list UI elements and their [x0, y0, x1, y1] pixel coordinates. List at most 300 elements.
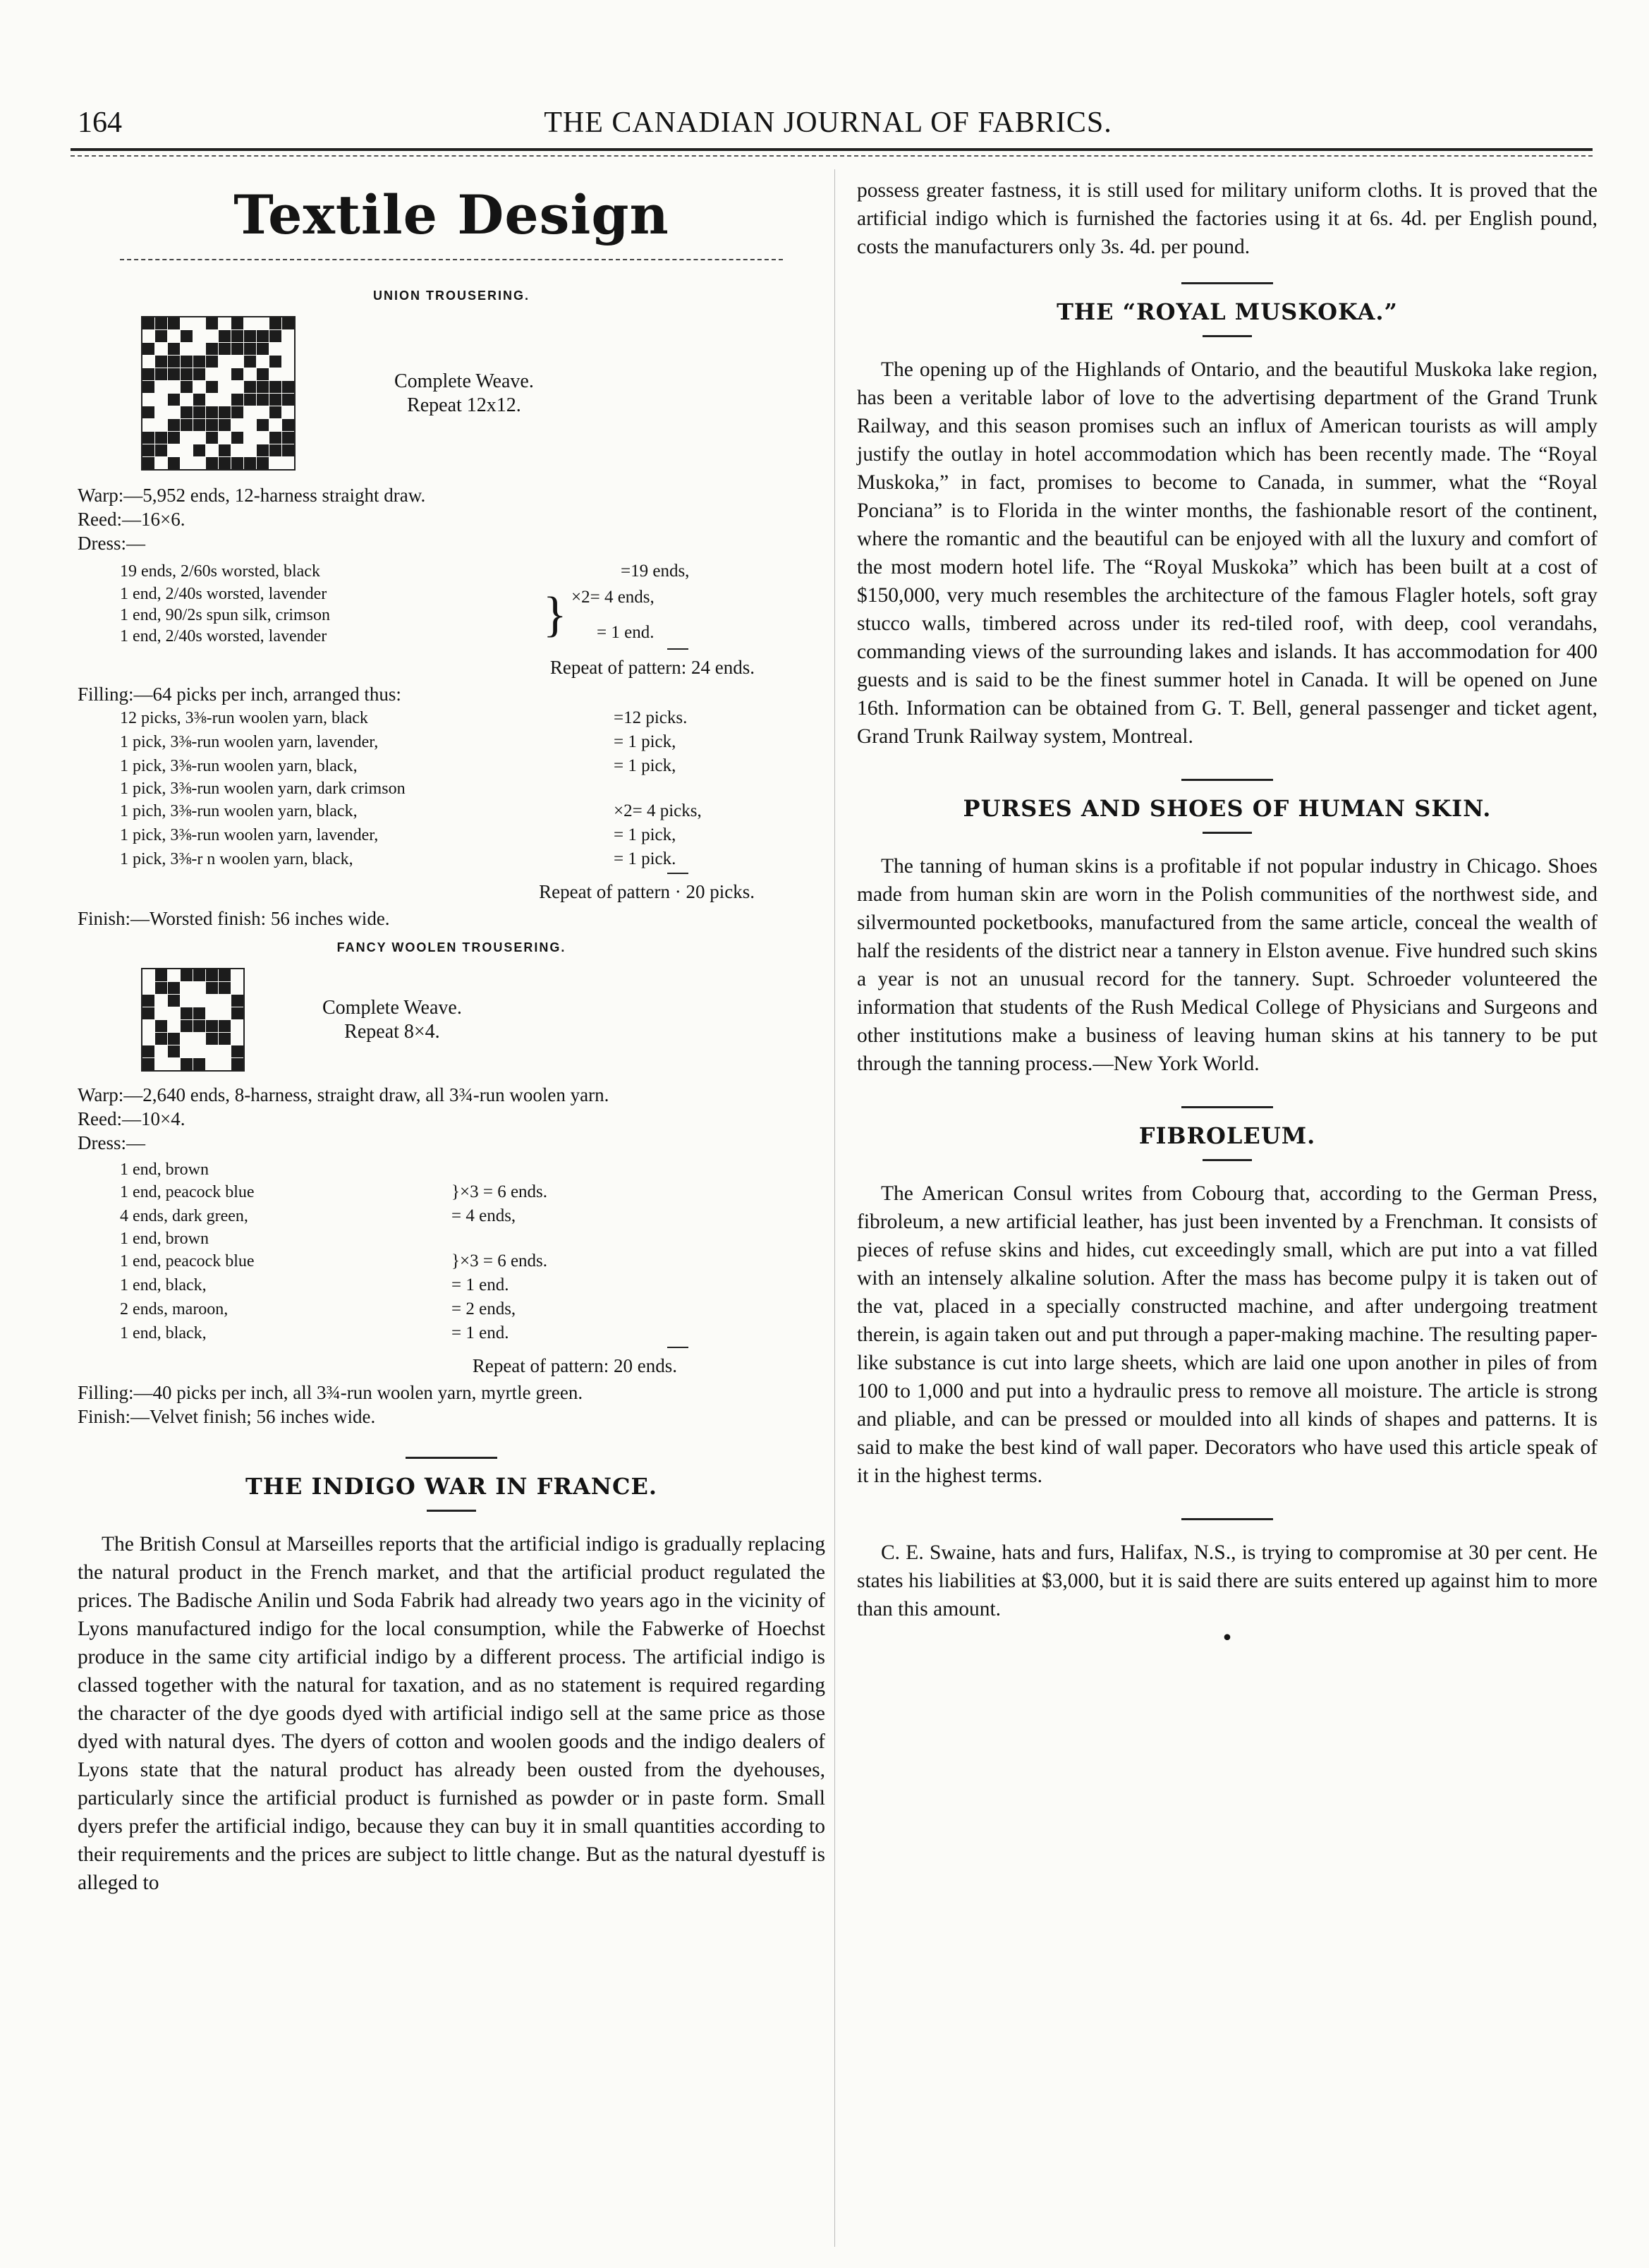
fancy-dress-line [78, 1249, 825, 1273]
weave-cell [269, 394, 281, 406]
weave-cell [231, 1045, 243, 1057]
weave-cell [181, 1007, 193, 1019]
weave-cell [231, 1020, 243, 1032]
fancy-dress-line [78, 1180, 825, 1204]
weave-cell [142, 432, 154, 444]
weave-cell [219, 330, 231, 342]
fancy-repeat: Repeat of pattern: 20 ends. [472, 1355, 677, 1376]
weave-cell [155, 381, 167, 393]
weave-cell [219, 1020, 231, 1032]
union-dress-1: 19 ends, 2/60s worsted, black [120, 562, 320, 581]
weave-cell [193, 457, 205, 469]
weave-cell [257, 419, 269, 431]
fancy-spec [78, 1083, 825, 1429]
weave-cell [193, 432, 205, 444]
weave-cell [155, 394, 167, 406]
weave-cell [142, 381, 154, 393]
weave-cell [219, 394, 231, 406]
weave-cell [181, 381, 193, 393]
fancy-dress-line-result: = 4 ends, [451, 1206, 516, 1225]
weave-cell [193, 969, 205, 981]
fancy-dress-line-text: 1 end, brown [120, 1230, 209, 1248]
weave-cell [168, 381, 180, 393]
weave-cell [168, 394, 180, 406]
weave-cell [257, 317, 269, 329]
weave-cell [269, 457, 281, 469]
weave-cell [193, 381, 205, 393]
union-filling-line-text: 1 pick, 3⅜-run woolen yarn, lavender, [120, 733, 379, 751]
weave-cell [231, 432, 243, 444]
weave-cell [155, 356, 167, 368]
weave-cell [142, 995, 154, 1007]
weave-cell [244, 444, 256, 456]
weave-cell [181, 1033, 193, 1045]
weave-cell [206, 381, 218, 393]
fancy-weave-diagram [141, 968, 245, 1072]
weave-cell [168, 1033, 180, 1045]
weave-cell [206, 317, 218, 329]
weave-cell [219, 995, 231, 1007]
weave-cell [155, 1045, 167, 1057]
weave-cell [244, 381, 256, 393]
fancy-reed: Reed:—10×4. [78, 1108, 185, 1129]
weave-cell [168, 343, 180, 355]
indigo-bottom-rule [427, 1510, 476, 1512]
weave-cell [282, 406, 294, 418]
weave-cell [181, 1058, 193, 1070]
indigo-top-rule [406, 1457, 497, 1459]
weave-cell [181, 394, 193, 406]
weave-cell [206, 1007, 218, 1019]
union-dress-repeat: Repeat of pattern: 24 ends. [549, 657, 755, 678]
fancy-caption-line2: Repeat 8×4. [344, 1020, 440, 1043]
weave-cell [142, 969, 154, 981]
weave-cell [168, 368, 180, 380]
weave-cell [155, 995, 167, 1007]
union-filling-line [78, 730, 825, 754]
union-dress-group-line: 1 end, 90/2s spun silk, crimson [120, 606, 330, 624]
weave-cell [193, 1007, 205, 1019]
weave-cell [181, 457, 193, 469]
weave-cell [206, 1033, 218, 1045]
purses-bottom-rule [1203, 832, 1252, 834]
weave-cell [206, 457, 218, 469]
weave-cell [244, 368, 256, 380]
union-filling-line-result: = 1 pick, [614, 825, 676, 844]
fancy-dress-line [78, 1159, 825, 1180]
union-filling-line-text: 1 pick, 3⅜-r n woolen yarn, black, [120, 850, 353, 868]
weave-cell [257, 457, 269, 469]
union-filling-lines [78, 706, 825, 871]
weave-cell [193, 995, 205, 1007]
union-filling-line-text: 1 pick, 3⅜-run woolen yarn, lavender, [120, 826, 379, 844]
weave-cell [257, 406, 269, 418]
header-rule-dashed [71, 155, 1593, 157]
union-spec [78, 483, 825, 930]
fancy-dress-line-result: }×3 = 6 ends. [451, 1182, 548, 1201]
weave-cell [181, 406, 193, 418]
fancy-dress-line-text: 1 end, brown [120, 1160, 209, 1179]
weave-cell [142, 457, 154, 469]
union-filling-line-result: = 1 pick, [614, 732, 676, 751]
weave-cell [206, 432, 218, 444]
column-divider [834, 169, 835, 2247]
purses-body: The tanning of human skins is a profitable if not popular industry in Chicago. Shoes made from human skin are worn in the Polish communities of the northwest side, and silvermounted pocketbooks, manufactured from the same article, conceal the wealth of half the residents of the district near a tannery in Elston avenue. Five hundred such skins a year is not an unusual record for the tannery. Supt. Schroeder volunteered the information that students of the Rush Medical College of Physicians and Surgeons and other institutions make a business of leaving human skins at his tannery to be put through the tanning process.—New York World. [857, 855, 1598, 1075]
weave-cell [193, 982, 205, 994]
weave-cell [269, 419, 281, 431]
union-weave-row [141, 316, 825, 471]
fancy-weave-row [141, 968, 825, 1072]
weave-cell [168, 1058, 180, 1070]
purses-title: PURSES AND SHOES OF HUMAN SKIN. [963, 795, 1492, 822]
weave-cell [282, 317, 294, 329]
weave-cell [181, 368, 193, 380]
weave-cell [219, 381, 231, 393]
weave-cell [231, 343, 243, 355]
weave-cell [282, 343, 294, 355]
weave-cell [142, 1020, 154, 1032]
fancy-caption-line1: Complete Weave. [322, 996, 462, 1019]
fancy-dress-line-result: }×3 = 6 ends. [451, 1251, 548, 1271]
weave-cell [257, 394, 269, 406]
union-filling-line [78, 847, 825, 871]
fancy-trousering-label: FANCY WOOLEN TROUSERING. [336, 940, 566, 954]
weave-cell [155, 368, 167, 380]
weave-cell [257, 343, 269, 355]
union-filling-line-result: ×2= 4 picks, [614, 801, 702, 820]
union-filling-line [78, 799, 825, 823]
union-filling-repeat: Repeat of pattern · 20 picks. [539, 881, 755, 902]
weave-cell [244, 457, 256, 469]
fancy-dress-line-text: 1 end, peacock blue [120, 1252, 255, 1271]
weave-cell [168, 406, 180, 418]
weave-cell [231, 1033, 243, 1045]
weave-cell [155, 1058, 167, 1070]
weave-cell [206, 969, 218, 981]
weave-cell [193, 317, 205, 329]
weave-cell [219, 969, 231, 981]
weave-cell [142, 394, 154, 406]
weave-cell [181, 419, 193, 431]
weave-cell [282, 444, 294, 456]
weave-cell [244, 419, 256, 431]
page-number: 164 [78, 107, 122, 139]
weave-cell [168, 457, 180, 469]
weave-cell [155, 317, 167, 329]
weave-cell [282, 330, 294, 342]
muskoka-title: THE “ROYAL MUSKOKA.” [1057, 298, 1398, 325]
journal-title: THE CANADIAN JOURNAL OF FABRICS. [544, 107, 1112, 139]
weave-cell [168, 1020, 180, 1032]
weave-cell [181, 330, 193, 342]
weave-cell [282, 432, 294, 444]
weave-cell [155, 969, 167, 981]
weave-cell [181, 317, 193, 329]
weave-cell [269, 317, 281, 329]
weave-cell [231, 457, 243, 469]
weave-cell [155, 444, 167, 456]
weave-cell [231, 969, 243, 981]
union-caption-line1: Complete Weave. [394, 370, 534, 392]
weave-cell [244, 394, 256, 406]
union-caption-line2: Repeat 12x12. [407, 394, 521, 416]
weave-cell [257, 368, 269, 380]
muskoka-top-rule [1181, 282, 1273, 284]
fancy-dress-line-result: = 1 end. [451, 1323, 509, 1342]
weave-cell [142, 343, 154, 355]
union-filling-line-text: 1 pick, 3⅜-run woolen yarn, dark crimson [120, 780, 406, 798]
fibroleum-body: The American Consul writes from Cobourg that, according to the German Press, fibroleum, a new artificial leather, has just been invented by a Frenchman. It consists of pieces of refuse skins and hides, cut exceedingly small, which are put into a vat filled with an intensely alkaline solution. After the mass has become pulpy it is taken out of the vat, placed in a specially constructed machine, and after undergoing treatment therein, is again taken out and put through a paper-making machine. The resulting paper-like substance is cut into large sheets, which are laid one upon another in piles of from 100 to 1,000 and put into a hydraulic press to remove all moisture. The article is strong and pliable, and can be pressed or moulded into all kinds of shapes and patterns. It is said to make the best kind of wall paper. Decorators who have used this article speak of it in the highest terms. [857, 1182, 1598, 1487]
weave-cell [193, 356, 205, 368]
union-dress-group-line: 1 end, 2/40s worsted, lavender [120, 627, 327, 645]
weave-cell [219, 1033, 231, 1045]
indigo-body: The British Consul at Marseilles reports that the artificial indigo is gradually replacing the natural product in the French market, and that the artificial product regulated the prices. The Badische Anilin und Soda Fabrik had already two years ago in the vicinity of Lyons manufactured indigo for the local consumption, while the Fabwerke of Hoechst produce in the same city artificial indigo by a different process. The artificial indigo is classed together with the natural for taxation, and as no statement is required regarding the character of the dye goods dyed with artificial indigo sell at the same price as those dyed with natural dyes. The dyers of cotton and woolen goods and the indigo dealers of Lyons state that the natural product has already been ousted from the dyehouses, particularly since the artificial product is furnished as powder or in paste form. Small dyers prefer the artificial indigo, because they can buy it in small quantities according to their requirements and the prices are subject to little change. But as the natural dyestuff is alleged to [78, 1533, 825, 1894]
weave-cell [219, 356, 231, 368]
fancy-dress-lines [78, 1159, 825, 1345]
weave-cell [231, 368, 243, 380]
weave-cell [219, 406, 231, 418]
fancy-dress-label: Dress:— [78, 1132, 145, 1153]
weave-cell [231, 330, 243, 342]
weave-cell [219, 982, 231, 994]
weave-cell [168, 1007, 180, 1019]
weave-cell [219, 1007, 231, 1019]
weave-cell [206, 1045, 218, 1057]
end-dot: • [1221, 1626, 1234, 1651]
weave-cell [193, 394, 205, 406]
weave-cell [142, 356, 154, 368]
fancy-dress-line [78, 1273, 825, 1297]
union-reed: Reed:—16×6. [78, 509, 185, 530]
weave-cell [282, 419, 294, 431]
fancy-dress-line [78, 1321, 825, 1345]
weave-cell [231, 1058, 243, 1070]
weave-cell [219, 457, 231, 469]
weave-cell [282, 457, 294, 469]
weave-cell [155, 1007, 167, 1019]
union-dress-brace: } [543, 588, 567, 642]
weave-cell [282, 356, 294, 368]
fancy-dress-total-rule [667, 1347, 688, 1348]
weave-cell [244, 356, 256, 368]
weave-cell [219, 419, 231, 431]
fancy-finish: Finish:—Velvet finish; 56 inches wide. [78, 1406, 376, 1427]
union-filling: Filling:—64 picks per inch, arranged thus: [78, 684, 401, 705]
weave-cell [231, 1007, 243, 1019]
union-filling-line-text: 12 picks, 3⅜-run woolen yarn, black [120, 709, 368, 727]
weave-cell [142, 330, 154, 342]
weave-cell [168, 419, 180, 431]
weave-cell [155, 330, 167, 342]
weave-cell [231, 356, 243, 368]
weave-cell [142, 1033, 154, 1045]
union-filling-line [78, 778, 825, 799]
weave-cell [219, 317, 231, 329]
weave-cell [244, 330, 256, 342]
weave-cell [269, 343, 281, 355]
weave-cell [269, 432, 281, 444]
weave-cell [155, 432, 167, 444]
union-weave-diagram [141, 316, 296, 471]
weave-cell [142, 368, 154, 380]
weave-cell [206, 330, 218, 342]
weave-cell [257, 381, 269, 393]
union-filling-line [78, 706, 825, 730]
weave-cell [142, 982, 154, 994]
weave-cell [231, 995, 243, 1007]
weave-cell [168, 995, 180, 1007]
swaine-top-rule [1181, 1518, 1273, 1520]
fancy-warp: Warp:—2,640 ends, 8-harness, straight draw, all 3¾-run woolen yarn. [78, 1084, 609, 1105]
purses-top-rule [1181, 779, 1273, 781]
left-column [78, 176, 825, 1897]
fancy-dress-line-text: 2 ends, maroon, [120, 1300, 229, 1318]
weave-cell [168, 432, 180, 444]
weave-cell [269, 368, 281, 380]
fibroleum-title: FIBROLEUM. [1138, 1122, 1316, 1149]
weave-cell [142, 419, 154, 431]
weave-cell [244, 343, 256, 355]
union-filling-line-result: =12 picks. [614, 708, 688, 727]
weave-cell [206, 444, 218, 456]
indigo-continuation: possess greater fastness, it is still used for military uniform cloths. It is proved that the artificial indigo which is furnished the factories using it at 6s. 4d. per English pound, costs the manufacturers only 3s. 4d. per pound. [857, 179, 1598, 258]
weave-cell [193, 1058, 205, 1070]
fancy-dress-line-result: = 2 ends, [451, 1299, 516, 1318]
weave-cell [231, 419, 243, 431]
weave-cell [168, 1045, 180, 1057]
weave-cell [155, 457, 167, 469]
weave-cell [193, 330, 205, 342]
weave-cell [168, 444, 180, 456]
fibroleum-top-rule [1181, 1106, 1273, 1108]
union-trousering-label: UNION TROUSERING. [372, 289, 530, 303]
union-dress-total-rule [667, 648, 688, 650]
weave-cell [181, 1020, 193, 1032]
weave-cell [244, 406, 256, 418]
weave-cell [181, 1045, 193, 1057]
weave-cell [168, 982, 180, 994]
weave-cell [231, 317, 243, 329]
union-dress-group [78, 583, 825, 647]
textile-design-logo: Textile Design [233, 183, 669, 246]
fancy-dress-line-result: = 1 end. [451, 1275, 509, 1294]
union-dress-group-lines [120, 583, 515, 647]
weave-cell [269, 406, 281, 418]
weave-cell [193, 444, 205, 456]
union-dress-row-1 [78, 559, 825, 583]
union-filling-line-result: = 1 pick. [614, 849, 676, 868]
weave-cell [269, 356, 281, 368]
weave-cell [181, 982, 193, 994]
weave-cell [142, 1007, 154, 1019]
weave-cell [193, 419, 205, 431]
union-filling-line [78, 754, 825, 778]
weave-cell [206, 995, 218, 1007]
weave-cell [244, 432, 256, 444]
fancy-dress-line-text: 4 ends, dark green, [120, 1207, 248, 1225]
weave-cell [244, 317, 256, 329]
weave-cell [257, 330, 269, 342]
union-dress-group-result: ×2= 4 ends, [571, 588, 655, 607]
weave-cell [219, 432, 231, 444]
union-filling-total-rule [667, 873, 688, 874]
weave-cell [269, 381, 281, 393]
logo-rule [120, 259, 783, 260]
weave-cell [155, 419, 167, 431]
union-dress-label: Dress:— [78, 533, 145, 554]
weave-cell [269, 330, 281, 342]
fancy-dress-line [78, 1297, 825, 1321]
weave-cell [168, 356, 180, 368]
weave-cell [193, 1020, 205, 1032]
fancy-dress-line-text: 1 end, black, [120, 1276, 207, 1294]
union-warp: Warp:—5,952 ends, 12-harness straight draw. [78, 485, 426, 506]
fancy-dress-line [78, 1228, 825, 1249]
weave-cell [155, 1033, 167, 1045]
weave-cell [155, 1020, 167, 1032]
weave-cell [168, 330, 180, 342]
weave-cell [206, 394, 218, 406]
weave-cell [155, 982, 167, 994]
weave-cell [181, 343, 193, 355]
fibroleum-bottom-rule [1203, 1159, 1252, 1161]
weave-cell [193, 406, 205, 418]
weave-cell [168, 969, 180, 981]
union-dress-group-results [571, 586, 655, 645]
weave-cell [219, 368, 231, 380]
weave-cell [181, 356, 193, 368]
weave-cell [193, 1045, 205, 1057]
weave-cell [219, 343, 231, 355]
weave-cell [206, 343, 218, 355]
weave-cell [142, 317, 154, 329]
weave-cell [206, 356, 218, 368]
union-dress-group-line: 1 end, 2/40s worsted, lavender [120, 585, 327, 603]
fancy-weave-caption [322, 996, 462, 1044]
fancy-filling: Filling:—40 picks per inch, all 3¾-run woolen yarn, myrtle green. [78, 1382, 583, 1403]
weave-cell [206, 406, 218, 418]
weave-cell [206, 368, 218, 380]
weave-cell [206, 419, 218, 431]
weave-cell [282, 368, 294, 380]
weave-cell [231, 982, 243, 994]
muskoka-body: The opening up of the Highlands of Ontario, and the beautiful Muskoka lake region, has been a veritable labor of love to the advertising department of the Grand Trunk Railway, and this season promises such an influx of American tourists as will amply justify the outlay in hotel accommodation which has been recently made. The “Royal Muskoka,” in fact, promises to become to Canada, in summer, what the “Royal Ponciana” is to Florida in the winter months, the fashionable resort of the continent, where the romantic and the beautiful can be enjoyed with all the luxury and comfort of the most modern hotel life. The “Royal Muskoka” which has been built at a cost of $150,000, very much resembles the architecture of the famous Flagler hotels, soft gray stucco walls, timbered across under its red-tiled roof, with deep, cool verandahs, commanding views of the surrounding lakes and islands. It has accommodation for 400 guests and is said to be the finest summer hotel in Canada. It will be opened on June 16th. Information can be obtained from G. T. Bell, general passenger and ticket agent, Grand Trunk Railway system, Montreal. [857, 358, 1598, 748]
weave-cell [142, 444, 154, 456]
weave-cell [155, 343, 167, 355]
union-filling-line-result: = 1 pick, [614, 756, 676, 775]
fancy-dress-line [78, 1204, 825, 1228]
fancy-dress-line-text: 1 end, peacock blue [120, 1183, 255, 1201]
weave-cell [219, 1058, 231, 1070]
weave-cell [231, 394, 243, 406]
weave-cell [181, 444, 193, 456]
weave-cell [193, 1033, 205, 1045]
weave-cell [193, 343, 205, 355]
union-weave-caption [394, 370, 534, 418]
swaine-notice: C. E. Swaine, hats and furs, Halifax, N.S., is trying to compromise at 30 per cent. He states his liabilities at $3,000, but it is said there are suits entered up against him to more than this amount. [857, 1541, 1598, 1620]
union-finish: Finish:—Worsted finish: 56 inches wide. [78, 908, 390, 929]
weave-cell [155, 406, 167, 418]
union-filling-line-text: 1 pick, 3⅜-run woolen yarn, black, [120, 757, 358, 775]
weave-cell [257, 432, 269, 444]
weave-cell [257, 356, 269, 368]
weave-cell [282, 381, 294, 393]
weave-cell [193, 368, 205, 380]
union-filling-line [78, 823, 825, 847]
weave-cell [231, 444, 243, 456]
union-dress-last-result: = 1 end. [597, 623, 655, 642]
weave-cell [206, 1020, 218, 1032]
